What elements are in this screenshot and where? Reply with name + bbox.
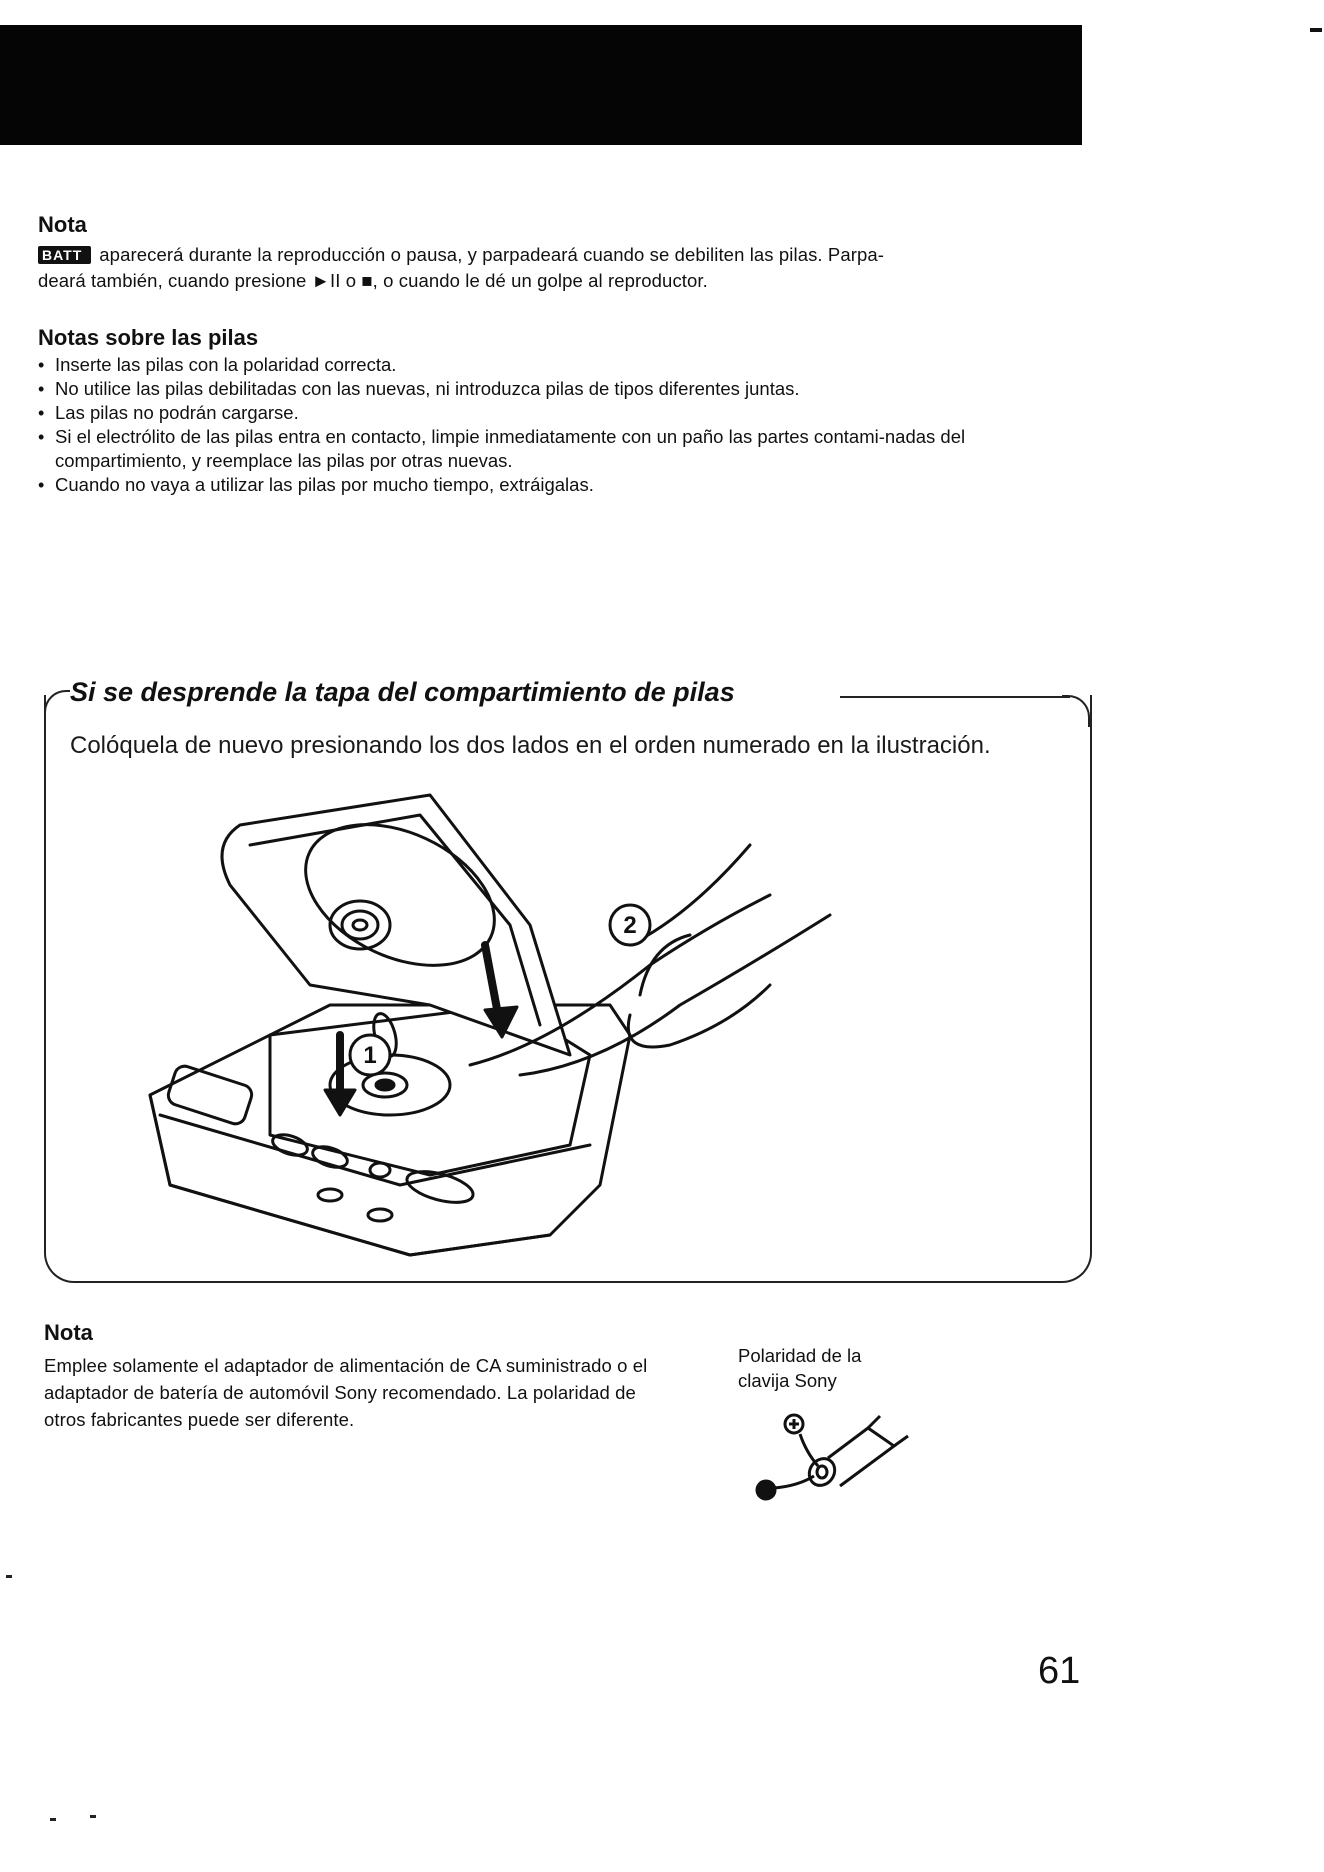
notas-pilas-list — [38, 353, 1088, 497]
marker-2: 2 — [623, 912, 637, 939]
nota-text-line2: deará también, cuando presione ►II o ■, o cuando le dé un golpe al reproductor. — [38, 270, 708, 291]
nota2-heading: Nota — [44, 1320, 93, 1345]
cd-player-illustration — [130, 765, 910, 1265]
scan-speck — [90, 1815, 96, 1818]
header-bar — [0, 25, 1082, 145]
title-rule — [840, 696, 1070, 698]
nota-text — [38, 242, 1088, 294]
plug-label — [738, 1343, 861, 1393]
scan-speck — [6, 1575, 12, 1578]
plug-label-line2: clavija Sony — [738, 1370, 837, 1391]
scan-mark — [1310, 28, 1322, 32]
plug-polarity-icon — [748, 1406, 918, 1516]
notas-pilas-section — [38, 325, 1088, 497]
notas-pilas-heading: Notas sobre las pilas — [38, 325, 259, 350]
nota-heading: Nota — [38, 212, 87, 237]
list-item: • Cuando no vaya a utilizar las pilas por mucho tiempo, extráigalas. — [38, 473, 1088, 497]
nota2-text: Emplee solamente el adaptador de alimentación de CA suministrado o el adaptador de batería de automóvil Sony recomendado. La polaridad de otros fabricantes puede ser diferente. — [44, 1355, 648, 1430]
page-number: 61 — [1038, 1650, 1081, 1692]
illustration-title: Si se desprende la tapa del compartimiento de pilas — [70, 677, 741, 708]
scan-speck — [50, 1818, 56, 1821]
list-item: • No utilice las pilas debilitadas con las nuevas, ni introduzca pilas de tipos diferentes juntas. — [38, 377, 1088, 401]
illustration-caption: Colóquela de nuevo presionando los dos lados en el orden numerado en la ilustración. — [70, 732, 991, 759]
batt-icon: BATT — [38, 246, 91, 264]
marker-1: 1 — [363, 1042, 377, 1069]
plug-label-line1: Polaridad de la — [738, 1345, 862, 1366]
list-item: • Las pilas no podrán cargarse. — [38, 401, 1088, 425]
nota2-section — [44, 1320, 684, 1433]
list-item: • Inserte las pilas con la polaridad correcta. — [38, 353, 1088, 377]
list-item: • Si el electrólito de las pilas entra en contacto, limpie inmediatamente con un paño las partes contami-nadas del compartimiento, y reemplace las pilas por otras nuevas. — [38, 425, 1095, 473]
nota-section — [38, 212, 1088, 294]
nota-text-line1: aparecerá durante la reproducción o pausa, y parpadeará cuando se debiliten las pilas. Parpa- — [99, 244, 885, 265]
